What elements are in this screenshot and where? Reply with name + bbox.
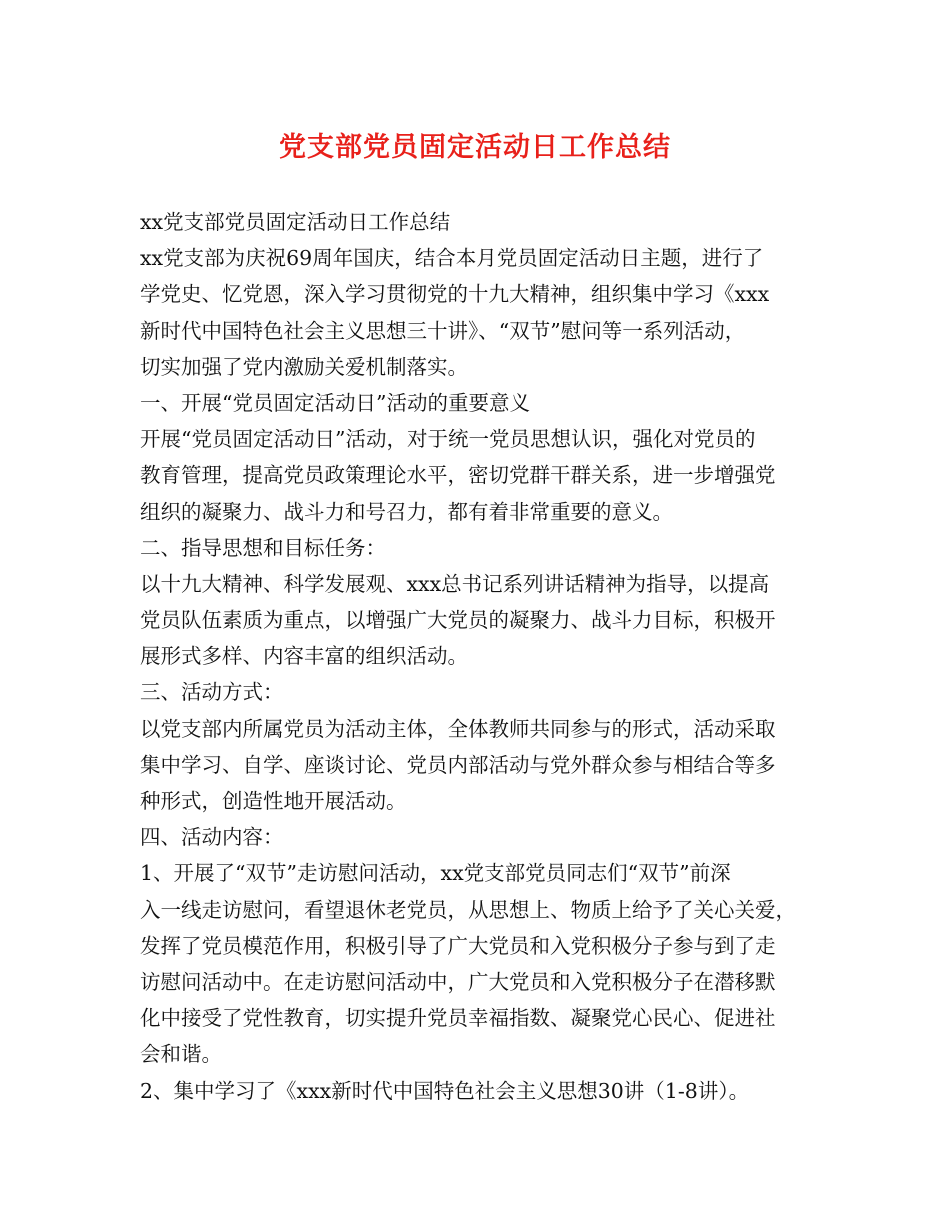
body-line: 学党史、忆党恩，深入学习贯彻党的十九大精神，组织集中学习《xxx xyxy=(140,282,770,307)
body-line: 访慰问活动中。在走访慰问活动中，广大党员和入党积极分子在潜移默 xyxy=(140,969,776,994)
body-line: 一、开展“党员固定活动日”活动的重要意义 xyxy=(140,390,530,415)
body-line: 种形式，创造性地开展活动。 xyxy=(140,789,407,813)
body-line: 展形式多样、内容丰富的组织活动。 xyxy=(140,644,468,669)
body-line: 四、活动内容： xyxy=(140,825,284,850)
body-line: 集中学习、自学、座谈讨论、党员内部活动与党外群众参与相结合等多 xyxy=(140,752,776,777)
body-line: 化中接受了党性教育，切实提升党员幸福指数、凝聚党心民心、促进社 xyxy=(140,1006,776,1031)
body-line: 1、开展了“双节”走访慰问活动，xx党支部党员同志们“双节”前深 xyxy=(140,861,731,886)
body-line: 入一线走访慰问，看望退休老党员，从思想上、物质上给予了关心关爱， xyxy=(140,897,796,922)
body-line: 以党支部内所属党员为活动主体，全体教师共同参与的形式，活动采取 xyxy=(140,716,776,741)
body-line: 开展“党员固定活动日”活动，对于统一党员思想认识，强化对党员的 xyxy=(140,427,756,452)
body-line: 二、指导思想和目标任务： xyxy=(140,535,386,560)
body-line: 以十九大精神、科学发展观、xxx总书记系列讲话精神为指导，以提高 xyxy=(140,571,770,596)
body-line: 新时代中国特色社会主义思想三十讲》、“双节”慰问等一系列活动， xyxy=(140,318,746,343)
body-line: 2、集中学习了《xxx新时代中国特色社会主义思想30讲（1-8讲）。 xyxy=(140,1078,750,1103)
body-line: xx党支部为庆祝69周年国庆，结合本月党员固定活动日主题，进行了 xyxy=(140,246,764,271)
body-line: 会和谐。 xyxy=(140,1042,222,1067)
body-line: 组织的凝聚力、战斗力和号召力，都有着非常重要的意义。 xyxy=(140,499,673,524)
document-body xyxy=(140,204,820,1109)
body-line: 三、活动方式： xyxy=(140,680,284,705)
body-line: 党员队伍素质为重点，以增强广大党员的凝聚力、战斗力目标，积极开 xyxy=(140,608,776,633)
body-line: 切实加强了党内激励关爱机制落实。 xyxy=(140,354,468,379)
document-title: 党支部党员固定活动日工作总结 xyxy=(279,132,671,163)
body-line: xx党支部党员固定活动日工作总结 xyxy=(140,210,451,234)
body-line: 发挥了党员模范作用，积极引导了广大党员和入党积极分子参与到了走 xyxy=(140,933,776,958)
body-line: 教育管理，提高党员政策理论水平，密切党群干群关系，进一步增强党 xyxy=(140,463,776,488)
